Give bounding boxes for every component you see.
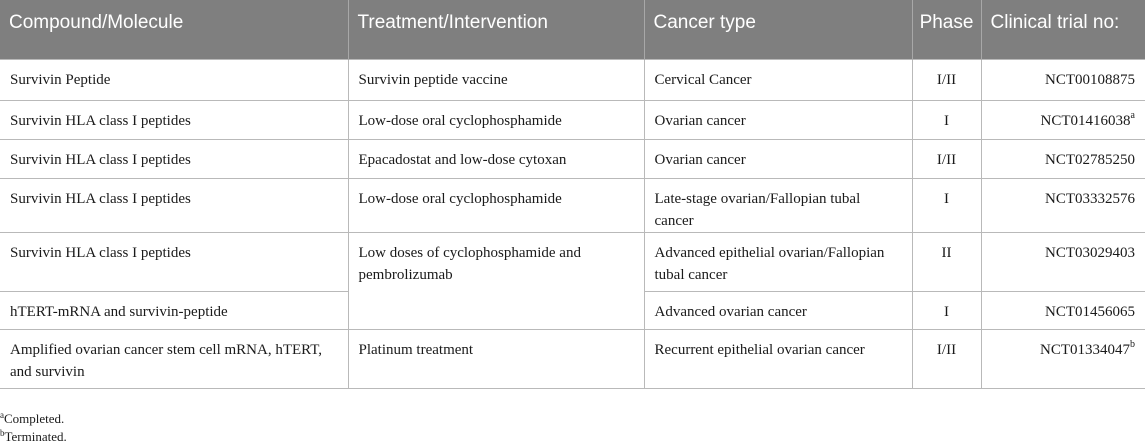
header-treatment: Treatment/Intervention: [348, 0, 644, 59]
table-row: [0, 59, 1145, 100]
footnote-marker: b: [1130, 338, 1135, 350]
cell-phase: I: [912, 291, 981, 329]
table-body: [0, 59, 1145, 388]
trial-number: NCT01416038: [1040, 112, 1131, 129]
footnote-text: Terminated.: [4, 429, 67, 444]
cell-cancer-type: Cervical Cancer: [644, 59, 912, 100]
footnote-mark: b: [0, 428, 5, 438]
cell-phase: I/II: [912, 59, 981, 100]
table-row: [0, 329, 1145, 388]
cell-compound: Survivin HLA class I peptides: [0, 232, 348, 291]
trial-number: NCT02785250: [1045, 151, 1135, 168]
cell-treatment: Platinum treatment: [348, 329, 644, 388]
cell-trial-no: [981, 232, 1145, 291]
cell-phase: I: [912, 100, 981, 139]
footnote-marker: a: [1130, 109, 1135, 121]
cell-phase: II: [912, 232, 981, 291]
cell-trial-no: [981, 59, 1145, 100]
cell-compound: Survivin HLA class I peptides: [0, 100, 348, 139]
header-row: [0, 0, 1145, 59]
cell-treatment: Epacadostat and low-dose cytoxan: [348, 139, 644, 178]
cell-phase: I: [912, 178, 981, 232]
header-compound: Compound/Molecule: [0, 0, 348, 59]
cell-treatment: Survivin peptide vaccine: [348, 59, 644, 100]
footnote-text: Completed.: [4, 411, 65, 426]
cell-compound: Survivin HLA class I peptides: [0, 139, 348, 178]
table-row: [0, 100, 1145, 139]
cell-cancer-type: Ovarian cancer: [644, 100, 912, 139]
cell-treatment: Low doses of cyclophosphamide and pembrolizumab: [348, 232, 644, 329]
trial-number: NCT03029403: [1045, 244, 1135, 261]
table-row: [0, 178, 1145, 232]
cell-cancer-type: Recurrent epithelial ovarian cancer: [644, 329, 912, 388]
trial-number: NCT00108875: [1045, 71, 1135, 88]
cell-compound: hTERT-mRNA and survivin-peptide: [0, 291, 348, 329]
cell-cancer-type: Ovarian cancer: [644, 139, 912, 178]
table-row: [0, 232, 1145, 291]
cell-compound: Survivin HLA class I peptides: [0, 178, 348, 232]
table-row: [0, 139, 1145, 178]
trial-number: NCT01456065: [1045, 303, 1135, 320]
cell-cancer-type: Advanced epithelial ovarian/Fallopian tubal cancer: [644, 232, 912, 291]
cell-treatment: Low-dose oral cyclophosphamide: [348, 100, 644, 139]
cell-phase: I/II: [912, 139, 981, 178]
cell-trial-no: [981, 178, 1145, 232]
trial-number: NCT01334047: [1040, 341, 1130, 358]
cell-treatment: Low-dose oral cyclophosphamide: [348, 178, 644, 232]
header-cancer-type: Cancer type: [644, 0, 912, 59]
header-trial-no: Clinical trial no:: [981, 0, 1145, 59]
cell-trial-no: [981, 100, 1145, 139]
footnote-mark: a: [0, 410, 4, 420]
cell-compound: Amplified ovarian cancer stem cell mRNA, hTERT, and survivin: [0, 329, 348, 388]
footnote-terminated: [0, 429, 67, 445]
header-phase: Phase: [912, 0, 981, 59]
cell-trial-no: [981, 139, 1145, 178]
cell-cancer-type: Late-stage ovarian/Fallopian tubal cancer: [644, 178, 912, 232]
cell-trial-no: [981, 291, 1145, 329]
cell-phase: I/II: [912, 329, 981, 388]
cell-trial-no: [981, 329, 1145, 388]
table-header: [0, 0, 1145, 59]
footnote-completed: [0, 411, 64, 427]
cell-compound: Survivin Peptide: [0, 59, 348, 100]
cell-cancer-type: Advanced ovarian cancer: [644, 291, 912, 329]
trial-number: NCT03332576: [1045, 190, 1135, 207]
